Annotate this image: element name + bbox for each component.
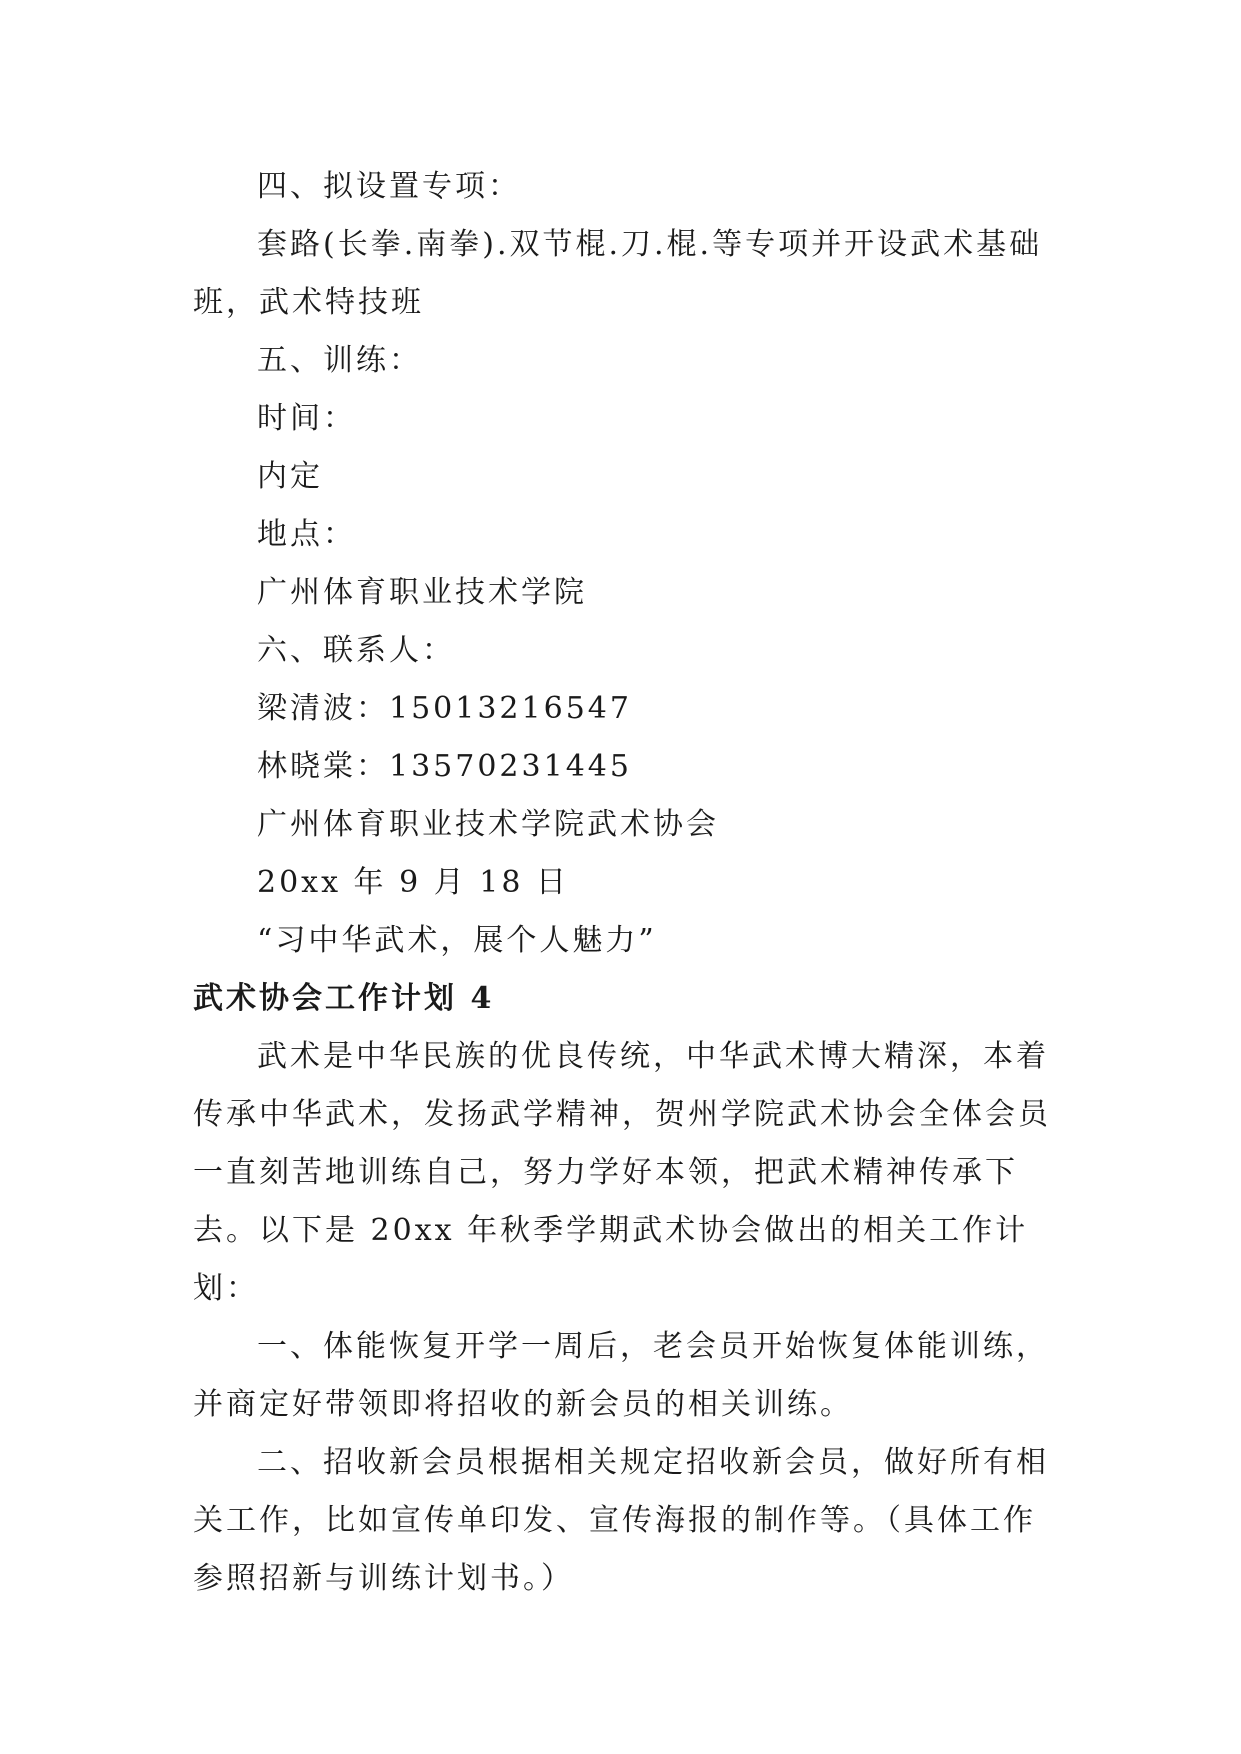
section-four-heading: 四、拟设置专项：	[257, 169, 521, 204]
contact-one: 梁清波：15013216547	[257, 691, 632, 726]
organization-name: 广州体育职业技术学院武术协会	[257, 807, 719, 842]
time-value: 内定	[257, 459, 323, 494]
plan-four-item-two: 二、招收新会员根据相关规定招收新会员，做好所有相关工作，比如宣传单印发、宣传海报的制作等。（具体工作参照招新与训练计划书。）	[193, 1445, 1049, 1596]
time-label: 时间：	[257, 401, 356, 436]
place-value: 广州体育职业技术学院	[257, 575, 587, 610]
place-label: 地点：	[257, 517, 356, 552]
section-four-body: 套路(长拳.南拳).双节棍.刀.棍.等专项并开设武术基础班，武术特技班	[193, 227, 1043, 320]
plan-four-intro: 武术是中华民族的优良传统，中华武术博大精深，本着传承中华武术，发扬武学精神，贺州学院武术协会全体会员一直刻苦地训练自己，努力学好本领，把武术精神传承下去。以下是 20xx 年秋季学期武术协会做出的相关工作计划：	[193, 1039, 1051, 1306]
plan-four-item-one: 一、体能恢复开学一周后，老会员开始恢复体能训练，并商定好带领即将招收的新会员的相关训练。	[193, 1329, 1049, 1422]
document-page	[193, 158, 1063, 1608]
section-six-heading: 六、联系人：	[257, 633, 455, 668]
contact-two: 林晓棠：13570231445	[257, 749, 632, 784]
plan-four-title: 武术协会工作计划 4	[193, 981, 495, 1016]
section-five-heading: 五、训练：	[257, 343, 422, 378]
date-line: 20xx 年 9 月 18 日	[257, 865, 569, 900]
slogan: “习中华武术，展个人魅力”	[257, 923, 657, 958]
